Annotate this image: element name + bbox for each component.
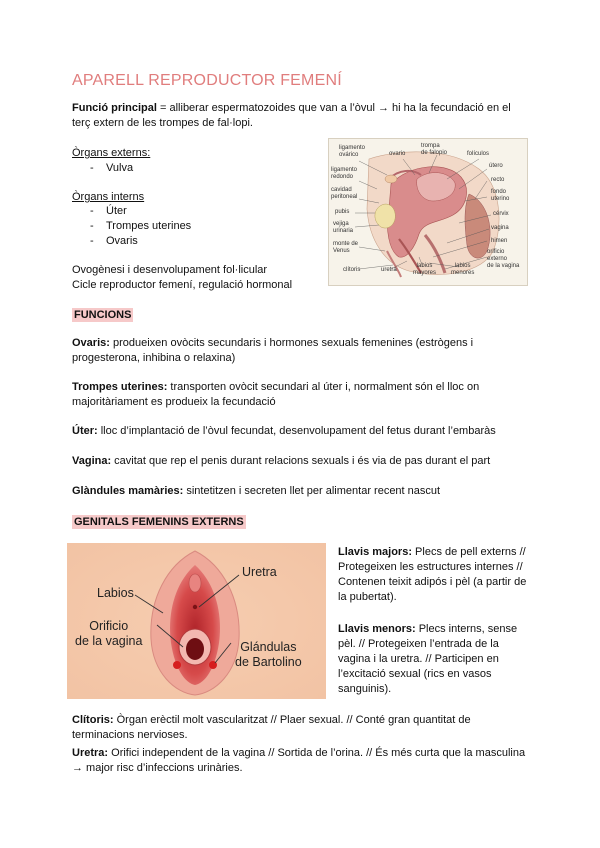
diagram-label-fondo: fondo uterino (491, 189, 510, 202)
funcio-term: Vagina: (72, 455, 112, 467)
organs-interns-list (72, 204, 191, 249)
funcio-text: sintetitzen i secreten llet per alimentar recent nascut (183, 485, 441, 497)
diagram-label-cervix: cérvix (493, 211, 509, 217)
externs-heading (72, 512, 246, 530)
diagram-label-labios-menores: labios menores (451, 263, 475, 276)
organs-line-cicle: Cicle reproductor femení, regulació hormonal (72, 279, 293, 291)
reproductive-anatomy-diagram (328, 138, 528, 286)
diagram-label-vejiga: vejiga urinaria (333, 221, 354, 234)
page-title: APARELL REPRODUCTOR FEMENÍ (72, 72, 342, 89)
funcio-text: transporten ovòcit secundari al úter i, normalment són el lloc on majoritàriament es produeix la fecundació (72, 381, 480, 408)
photo-label-orificio: Orificio de la vagina (75, 619, 143, 648)
llavis-menors-text: Plecs interns, sense pèl. // Protegeixen l’entrada de la vagina i la uretra. // Participen en l’excitació sexual (rics en vasos sanguinis). (338, 623, 518, 695)
funcio-trompes (72, 380, 528, 410)
funcio-text: cavitat que rep el penis durant relacions sexuals i és via de pas durant el part (111, 455, 491, 467)
diagram-label-labios-mayores: labios mayores (413, 263, 437, 276)
organs-interns-heading: Òrgans interns (72, 191, 145, 203)
uretra-text: Orifici independent de la vagina // Sortida de l’orina. // És més curta que la masculina → major risc d’infeccions urinàries. (72, 747, 526, 774)
list-item: - Vulva (72, 161, 133, 176)
diagram-label-ovario: ovario (389, 151, 406, 157)
diagram-label-trompa: trompa de falopio (421, 143, 448, 156)
diagram-label-vagina: vagina (491, 225, 509, 231)
funcio-uter (72, 424, 528, 439)
funcio-text: lloc d’implantació de l’òvul fecundat, desenvolupament del fetus durant l’embaràs (97, 425, 496, 437)
llavis-menors (338, 622, 528, 697)
externs-heading-text: GENITALS FEMENINS EXTERNS (74, 516, 244, 528)
intro-text: = alliberar espermatozoides que van a l’òvul → hi ha la fecundació en el terç extern de les trompes de fal·lopi. (72, 102, 511, 129)
funcio-term: Úter: (72, 425, 98, 437)
diagram-label-himen: himen (491, 238, 508, 244)
organs-externs-list (72, 161, 133, 176)
funcions-heading-text: FUNCIONS (74, 309, 132, 321)
clitoris-text: Òrgan erèctil molt vascularitzat // Plaer sexual. // Conté gran quantitat de terminacions nervioses. (72, 714, 471, 741)
uretra-paragraph (72, 746, 528, 776)
funcio-term: Glàndules mamàries: (72, 485, 184, 497)
photo-label-glandulas: Glándulas de Bartolino (235, 640, 302, 669)
diagram-label-pubis: pubis (335, 209, 350, 215)
diagram-label-uretra: uretra (381, 267, 397, 273)
diagram-label-utero: útero (489, 163, 503, 169)
diagram-label-clitoris: clítoris (343, 267, 361, 273)
funcio-text: produeixen ovòcits secundaris i hormones sexuals femenines (estrògens i progesterona, inhibina o relaxina) (72, 337, 474, 364)
clitoris-term: Clítoris: (72, 714, 114, 726)
external-genitalia-illustration (67, 543, 326, 699)
funcio-ovaris (72, 336, 528, 366)
organs-externs-heading: Òrgans externs: (72, 147, 151, 159)
llavis-majors (338, 545, 534, 605)
organs-line-ovogenesi: Ovogènesi i desenvolupament fol·licular (72, 264, 268, 276)
funcions-heading (72, 305, 133, 323)
funcio-term: Ovaris: (72, 337, 110, 349)
diagram-label-monte: monte de Venus (333, 241, 359, 254)
list-item: - Trompes uterines (72, 219, 191, 234)
uretra-term: Uretra: (72, 747, 109, 759)
photo-label-labios: Labios (97, 586, 134, 600)
llavis-majors-term: Llavis majors: (338, 546, 412, 558)
funcio-vagina (72, 454, 528, 469)
clitoris-paragraph (72, 713, 528, 743)
llavis-menors-term: Llavis menors: (338, 623, 416, 635)
diagram-label-foliculos: folículos (467, 151, 490, 157)
photo-label-uretra: Uretra (242, 565, 277, 579)
diagram-label-ligamento: ligamento ovárico (339, 145, 366, 158)
diagram-label-recto: recto (491, 177, 505, 183)
intro-paragraph (72, 101, 530, 131)
intro-label: Funció principal (72, 102, 157, 114)
diagram-label-cavidad: cavidad peritoneal (331, 187, 358, 200)
funcio-glandules (72, 484, 528, 499)
llavis-majors-text: Plecs de pell externs // Protegeixen les estructures internes // Contenen teixit adipós i pèl (a partir de la pubertat). (338, 546, 527, 603)
list-item: - Úter (72, 204, 191, 219)
diagram-label-ligamento-redondo: ligamento redondo (331, 167, 358, 180)
funcio-term: Trompes uterines: (72, 381, 168, 393)
list-item: - Ovaris (72, 234, 191, 249)
diagram-label-orificio: orificio externo de la vagina (487, 249, 520, 269)
